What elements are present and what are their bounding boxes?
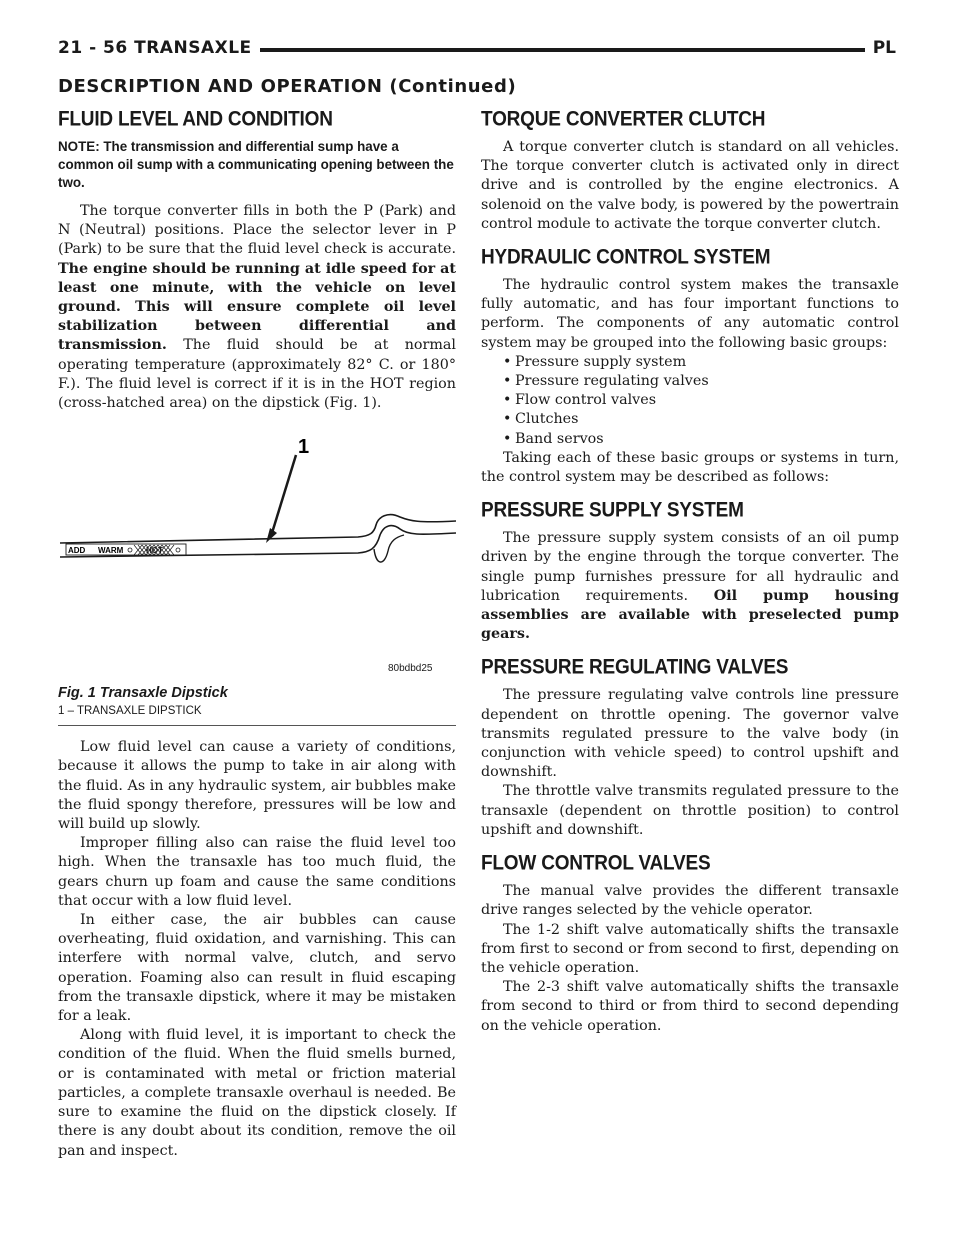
pressure-supply-heading: PRESSURE SUPPLY SYSTEM [481,499,744,523]
section-continued-title: DESCRIPTION AND OPERATION (Continued) [58,76,517,97]
dipstick-illustration [58,425,456,675]
mark-hole-right [176,548,180,552]
low-fluid-paragraph: Low fluid level can cause a variety of conditions, because it allows the pump to take in air along with the fluid. As in any hydraulic system, air bubbles make the fluid spongy therefore, pressures will be low and will build up slowly. [58,739,456,833]
flow-control-section [481,852,899,1036]
sump-note: NOTE: The transmission and differential sump have a common oil sump with a communicating opening between the two. [58,139,454,190]
shift-valve-2-3-paragraph: The 2-3 shift valve automatically shifts the transaxle from second to third or from third to second depending on the vehicle operation. [481,979,899,1034]
mark-hot: HOT [146,546,163,556]
list-item: • Band servos [503,430,604,447]
fluid-level-heading: FLUID LEVEL AND CONDITION [58,108,333,132]
flow-control-heading: FLOW CONTROL VALVES [481,852,711,876]
fluid-condition-paragraph: Along with fluid level, it is important to check the condition of the fluid. When the fluid smells burned, or is contaminated with metal or friction material particles, a complete transaxle overhaul is needed. Be sure to examine the fluid on the dipstick closely. If there is any doubt about its condition, remove the oil pan and inspect. [58,1027,456,1159]
hydraulic-summary-paragraph: Taking each of these basic groups or systems in turn, the control system may be described as follows: [481,449,899,486]
list-item: • Pressure regulating valves [503,373,709,390]
regulating-valve-paragraph: The pressure regulating valve controls line pressure dependent on throttle opening. The governor valve transmits regulated pressure to the valve body (in conjunction with vehicle speed) to control upshift and downshift. [481,687,899,781]
overfill-paragraph: Improper filling also can raise the fluid level too high. When the transaxle has too much fluid, the gears churn up foam and cause the same conditions that occur with a low fluid level. [58,835,456,909]
hydraulic-heading: HYDRAULIC CONTROL SYSTEM [481,246,771,270]
list-item: • Pressure supply system [503,353,687,370]
pressure-supply-section [481,499,899,644]
dipstick-figure [58,425,456,726]
fluid-check-paragraph [58,202,456,413]
tcc-section [481,108,899,234]
basic-groups-list [481,353,899,449]
figure-code: 80bdbd25 [388,663,433,675]
mark-warm: WARM [98,546,124,556]
pressure-regulating-section [481,656,899,840]
callout-leader-line [272,455,296,533]
tcc-paragraph: A torque converter clutch is standard on all vehicles. The torque converter clutch is activated only in direct drive and is controlled by the engine electronics. A solenoid on the valve body, is powered by the powertrain control module to activate the torque converter clutch. [481,139,899,232]
callout-number: 1 [298,436,310,459]
right-column [481,108,899,1048]
throttle-valve-paragraph: The throttle valve transmits regulated pressure to the transaxle (dependent on throttle position) to control upshift and downshift. [481,783,899,838]
pump-housing-note: Oil pump housing assemblies are available with preselected pump gears. [481,587,899,643]
list-item: • Clutches [503,411,579,428]
figure-caption: Fig. 1 Transaxle Dipstick [58,685,228,702]
figure-legend: 1 – TRANSAXLE DIPSTICK [58,705,202,718]
page-header [58,38,896,64]
mark-hole-left [128,548,132,552]
fluid-check-warning: The engine should be running at idle speed for at least one minute, with the vehicle on level ground. This will ensure complete oil level stabilization between differential and transmission. [58,260,456,354]
callout-arrowhead [266,528,277,543]
manual-valve-paragraph: The manual valve provides the different transaxle drive ranges selected by the vehicle operator. [481,883,899,919]
fluid-level-section [58,108,456,413]
publication-code: PL [865,38,896,58]
hydraulic-paragraph: The hydraulic control system makes the transaxle fully automatic, and has four important functions to perform. The components of any automatic control system may be grouped into the following basic groups: [481,277,899,351]
fluid-check-text: The torque converter fills in both the P (Park) and N (Neutral) positions. Place the selector lever in P (Park) to be sure that the fluid level check is accurate. [58,203,456,258]
shift-valve-1-2-paragraph: The 1-2 shift valve automatically shifts the transaxle from first to second or from second to first, depending on the vehicle operation. [481,921,899,976]
fluid-check-text-end: The fluid should be at normal operating temperature (approximately 82° C. or 180° F.). The fluid level is correct if it is in the HOT region (cross-hatched area) on the dipstick (Fig. 1). [58,337,456,412]
pressure-regulating-heading: PRESSURE REGULATING VALVES [481,656,789,680]
left-column [58,108,456,1161]
mark-add: ADD [68,546,86,556]
list-item: • Flow control valves [503,392,657,409]
air-bubbles-paragraph: In either case, the air bubbles can cause overheating, fluid oxidation, and varnishing. This can interfere with normal valve, clutch, and servo operation. Foaming also can result in fluid escaping from the transaxle dipstick, where it may be mistaken for a leak. [58,912,456,1025]
page-number-title: 21 - 56 TRANSAXLE [58,38,260,58]
pressure-supply-paragraph: The pressure supply system consists of an oil pump driven by the engine through the torque converter. The single pump furnishes pressure for all hydraulic and lubrication requirements. Oil pump housing assemblies are available with preselected pump gears. [481,530,899,643]
hydraulic-section [481,246,899,487]
tcc-heading: TORQUE CONVERTER CLUTCH [481,108,766,132]
